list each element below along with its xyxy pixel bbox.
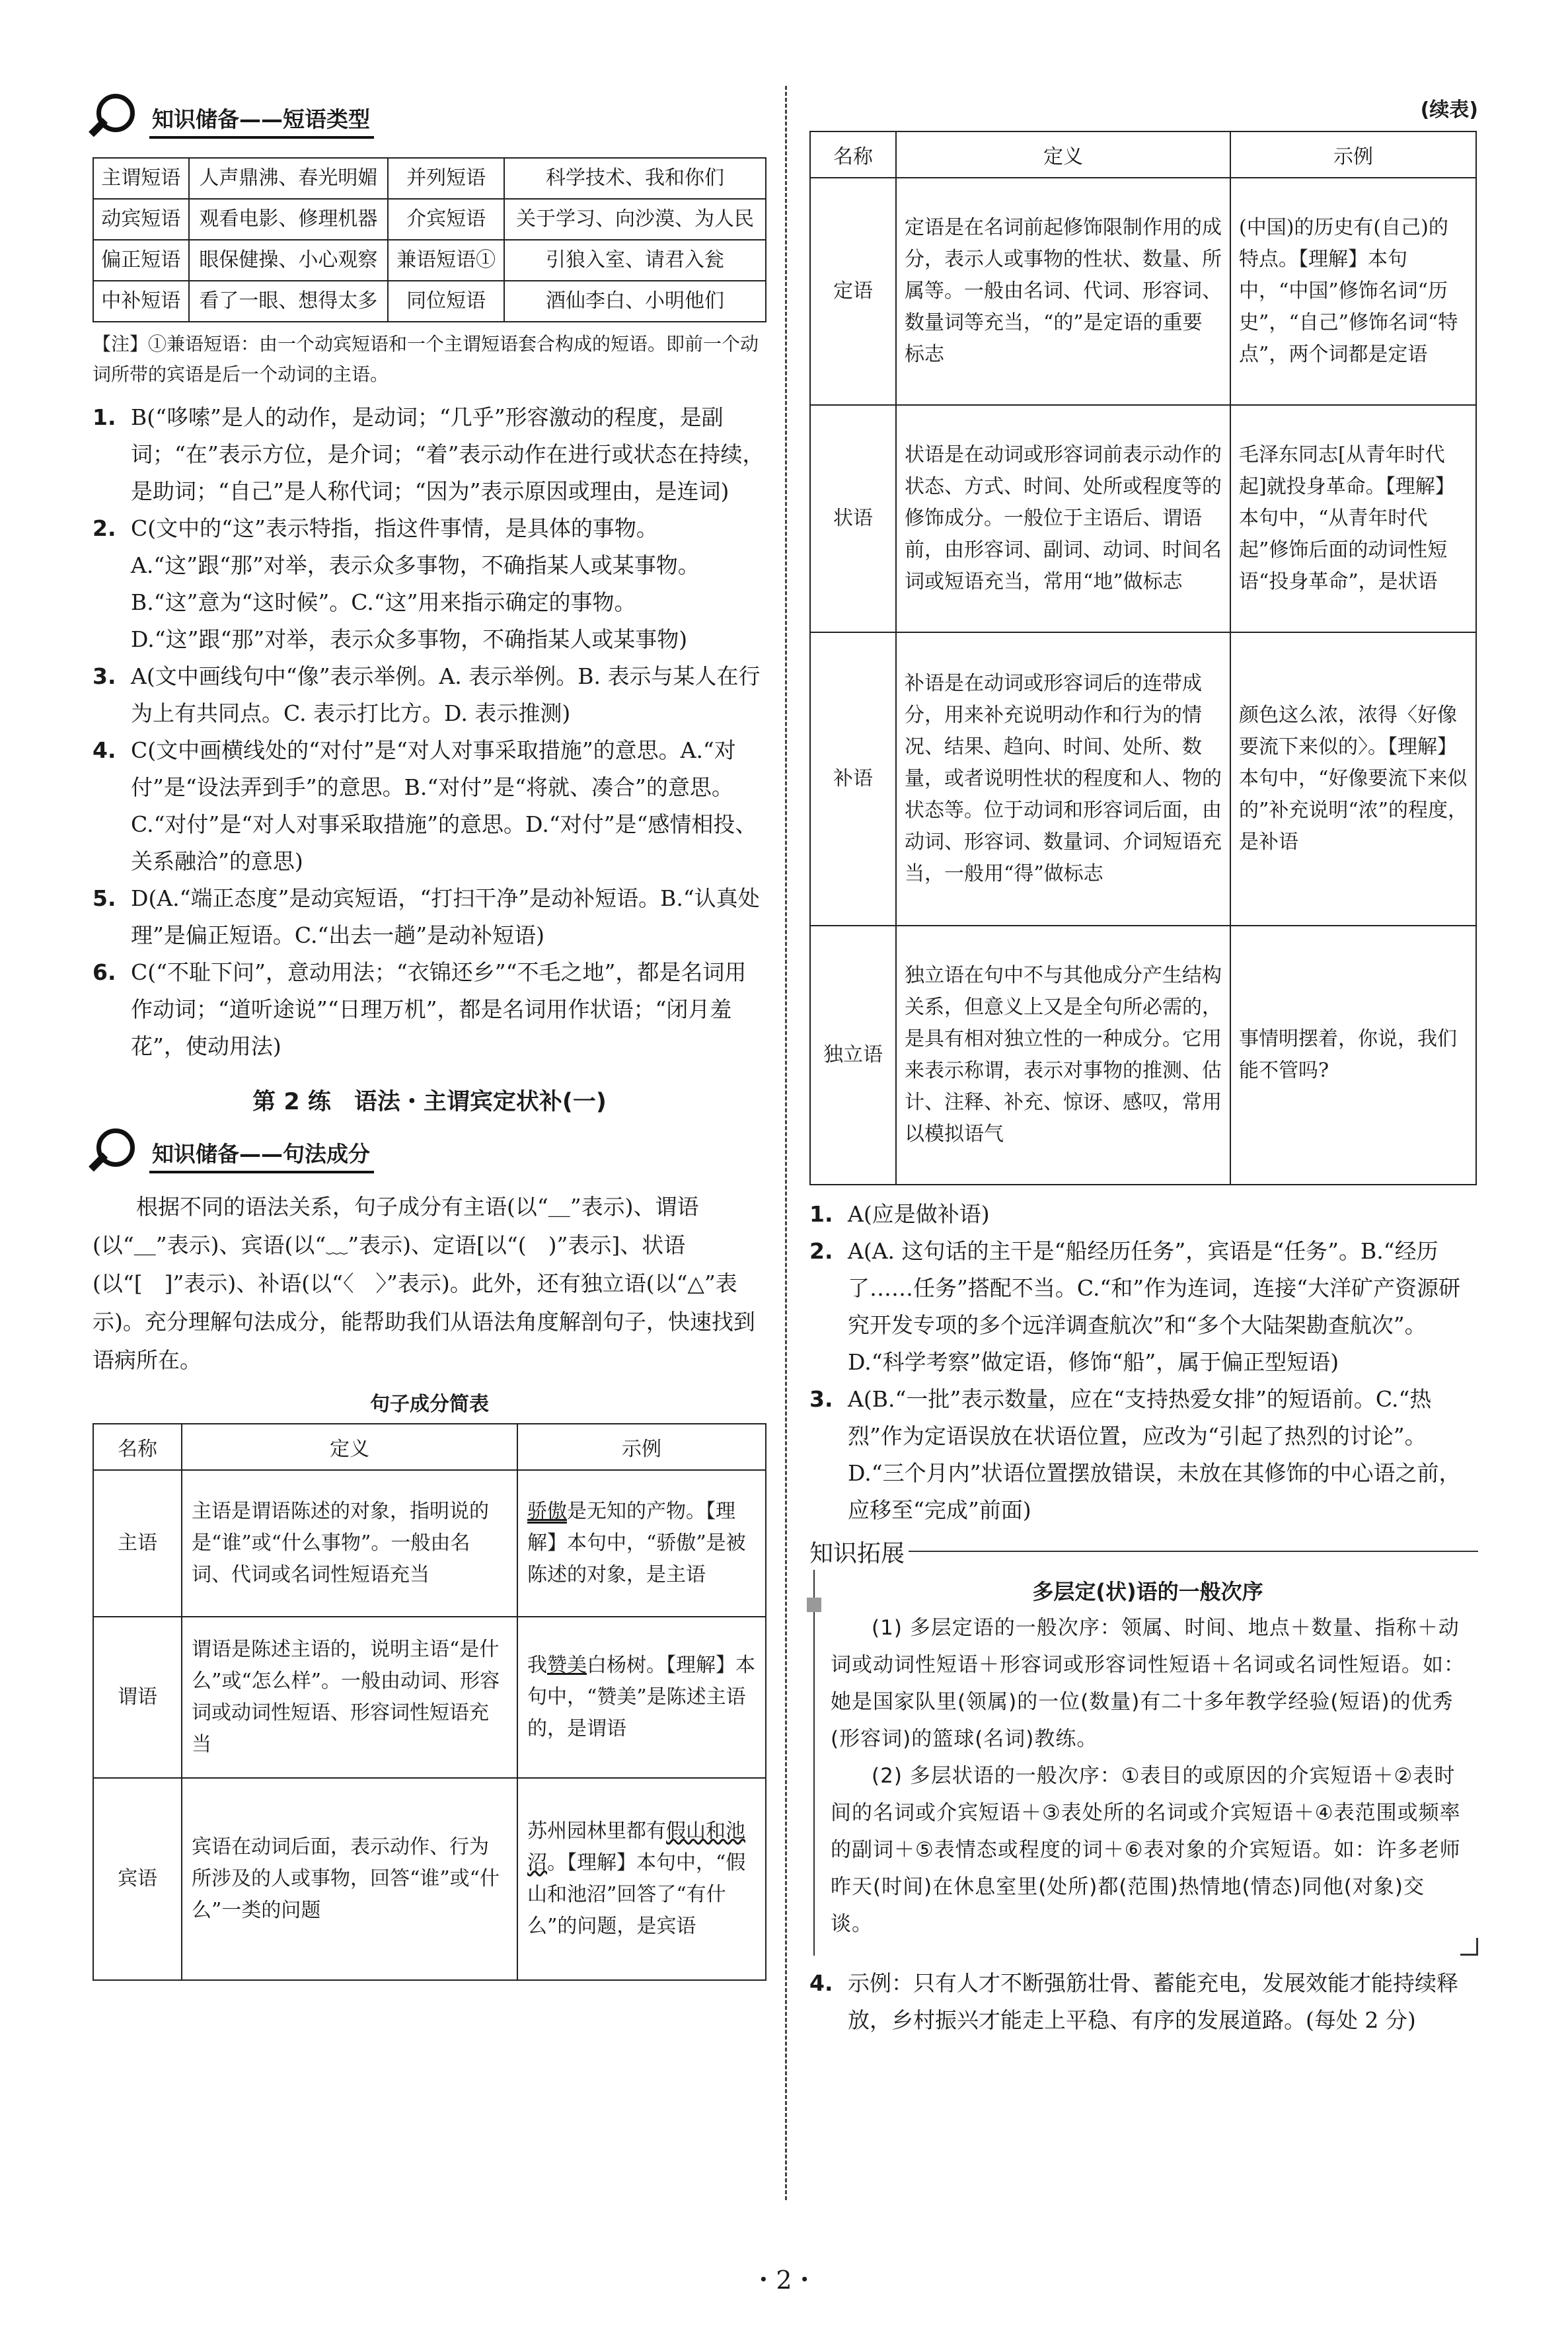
corner-mark-icon xyxy=(1460,1938,1478,1956)
expansion-title: 多层定(状)语的一般次序 xyxy=(1032,1579,1263,1604)
expansion-rule xyxy=(909,1551,1478,1552)
phrase-example-cell: 观看电影、修理机器 xyxy=(189,199,389,240)
row-definition: 状语是在动词或形容词前表示动作的状态、方式、时间、处所或程度等的修饰成分。一般位于主语后、谓语前，由形容词、副词、动词、时间名词或短语充当，常用“地”做标志 xyxy=(896,405,1230,632)
answer-number: 1. xyxy=(93,404,116,430)
section-title: 知识储备——句法成分 xyxy=(149,1137,374,1173)
answer-item xyxy=(809,1381,1478,1529)
magnifier-icon xyxy=(93,91,145,149)
answer-item xyxy=(809,1965,1478,2039)
row-definition: 独立语在句中不与其他成分产生结构关系，但意义上又是全句所必需的，是具有相对独立性的一种成分。它用来表示称谓，表示对事物的推测、估计、注释、补充、惊讶、感叹，常用以模拟语气 xyxy=(896,926,1230,1185)
answer-item xyxy=(809,1196,1478,1233)
header-name: 名称 xyxy=(93,1424,182,1470)
phrase-type-cell: 介宾短语 xyxy=(388,199,504,240)
example-text: 苏州园林里都有 xyxy=(527,1820,666,1843)
row-example: 毛泽东同志[从青年时代起]就投身革命。【理解】本句中，“从青年时代起”修饰后面的动词性短语“投身革命”，是状语 xyxy=(1230,405,1476,632)
example-text: 白杨树。【理解】本句中，“赞美”是陈述主语的，是谓语 xyxy=(527,1654,755,1740)
answer-number: 2. xyxy=(809,1238,833,1264)
answer-text: 示例：只有人才不断强筋壮骨、蓄能充电，发展效能才能持续释放，乡村振兴才能走上平稳、有序的发展道路。(每处 2 分) xyxy=(848,1970,1458,2033)
phrase-type-cell: 并列短语 xyxy=(388,158,504,199)
row-definition: 补语是在动词或形容词后的连带成分，用来补充说明动作和行为的情况、结果、趋向、时间、处所、数量，或者说明性状的程度和人、物的状态等。位于动词和形容词后面，由动词、形容词、数量词、介词短语充当，一般用“得”做标志 xyxy=(896,632,1230,926)
table-row xyxy=(93,1470,766,1617)
table-row xyxy=(93,1617,766,1778)
header-definition: 定义 xyxy=(182,1424,517,1470)
row-name: 定语 xyxy=(810,178,896,405)
header-name: 名称 xyxy=(810,131,896,178)
row-name: 主语 xyxy=(93,1470,182,1617)
phrase-type-cell: 主谓短语 xyxy=(93,158,189,199)
footnote: 【注】①兼语短语：由一个动宾短语和一个主谓短语套合构成的短语。即前一个动词所带的宾语是后一个动词的主语。 xyxy=(93,333,759,385)
answer-number: 3. xyxy=(809,1386,833,1412)
table-row xyxy=(93,158,766,199)
magnifier-icon xyxy=(93,1126,145,1184)
lesson-title: 第 2 练 语法・主谓宾定状补(一) xyxy=(252,1089,607,1115)
row-name: 状语 xyxy=(810,405,896,632)
left-column xyxy=(93,0,766,1981)
row-name: 补语 xyxy=(810,632,896,926)
expansion-label: 知识拓展 xyxy=(809,1539,905,1567)
table-row xyxy=(810,405,1476,632)
table-row xyxy=(93,281,766,322)
square-marker-icon xyxy=(807,1598,821,1612)
answer-number: 3. xyxy=(93,663,116,689)
right-column xyxy=(809,0,1478,2039)
expansion-paragraph: (2) 多层状语的一般次序：①表目的或原因的介宾短语＋②表时间的名词或介宾短语＋③表处所的名词或介宾短语＋④表范围或频率的副词＋⑤表情态或程度的词＋⑥表对象的介宾短语。如：许多老师昨天(时间)在休息室里(处所)都(范围)热情地(情态)同他(对象)交谈。 xyxy=(831,1764,1461,1936)
example-text: 我 xyxy=(527,1654,547,1677)
row-example xyxy=(517,1778,766,1980)
row-example: 颜色这么浓，浓得〈好像要流下来似的〉。【理解】本句中，“好像要流下来似的”补充说明“浓”的程度，是补语 xyxy=(1230,632,1476,926)
answer-item xyxy=(93,658,766,732)
row-example xyxy=(517,1470,766,1617)
header-example: 示例 xyxy=(517,1424,766,1470)
expansion-box xyxy=(813,1570,1478,1956)
answer-item xyxy=(93,510,766,658)
phrase-type-table xyxy=(93,157,766,322)
sentence-parts-table xyxy=(93,1423,766,1981)
answer-number: 2. xyxy=(93,515,116,541)
answer-text: D(A.“端正态度”是动宾短语，“打扫干净”是动补短语。B.“认真处理”是偏正短语。C.“出去一趟”是动补短语) xyxy=(131,885,760,948)
phrase-example-cell: 酒仙李白、小明他们 xyxy=(504,281,766,322)
answer-text: C(文中画横线处的“对付”是“对人对事采取措施”的意思。A.“对付”是“设法弄到手”的意思。B.“对付”是“将就、凑合”的意思。C.“对付”是“对人对事采取措施”的意思。D.“对付”是“感情相投、关系融洽”的意思) xyxy=(131,737,757,874)
answer-list xyxy=(809,1196,1478,1529)
phrase-example-cell: 看了一眼、想得太多 xyxy=(189,281,389,322)
header-definition: 定义 xyxy=(896,131,1230,178)
row-definition: 定语是在名词前起修饰限制作用的成分，表示人或事物的性状、数量、所属等。一般由名词、代词、形容词、数量词等充当，“的”是定语的重要标志 xyxy=(896,178,1230,405)
sentence-parts-table-continued xyxy=(809,131,1477,1185)
row-name: 谓语 xyxy=(93,1617,182,1778)
section-header-phrase-types xyxy=(93,87,766,153)
answer-list xyxy=(809,1965,1478,2039)
phrase-type-cell: 同位短语 xyxy=(388,281,504,322)
section-header-sentence-parts xyxy=(93,1122,766,1188)
phrase-type-cell: 动宾短语 xyxy=(93,199,189,240)
table-row xyxy=(93,240,766,281)
row-name: 独立语 xyxy=(810,926,896,1185)
example-highlight: 赞美 xyxy=(547,1654,587,1677)
row-definition: 谓语是陈述主语的，说明主语“是什么”或“怎么样”。一般由动词、形容词或动词性短语、形容词性短语充当 xyxy=(182,1617,517,1778)
table-row xyxy=(93,199,766,240)
phrase-example-cell: 引狼入室、请君入瓮 xyxy=(504,240,766,281)
answer-text: A(应是做补语) xyxy=(848,1201,990,1227)
row-definition: 宾语在动词后面，表示动作、行为所涉及的人或事物，回答“谁”或“什么”一类的问题 xyxy=(182,1778,517,1980)
answer-text: A(B.“一批”表示数量，应在“支持热爱女排”的短语前。C.“热烈”作为定语误放在状语位置，应改为“引起了热烈的讨论”。D.“三个月内”状语位置摆放错误，未放在其修饰的中心语之前，应移至“完成”前面) xyxy=(848,1386,1461,1523)
answer-item xyxy=(809,1233,1478,1381)
row-example: (中国)的历史有(自己)的特点。【理解】本句中，“中国”修饰名词“历史”，“自己”修饰名词“特点”，两个词都是定语 xyxy=(1230,178,1476,405)
page-number: ・2・ xyxy=(751,2266,817,2295)
phrase-example-cell: 科学技术、我和你们 xyxy=(504,158,766,199)
expansion-paragraph: (1) 多层定语的一般次序：领属、时间、地点＋数量、指称＋动词或动词性短语＋形容词或形容词性短语＋名词或名词性短语。如：她是国家队里(领属)的一位(数量)有二十多年教学经验(短语)的优秀(形容词)的篮球(名词)教练。 xyxy=(831,1616,1465,1751)
answer-text: B(“哆嗦”是人的动作，是动词；“几乎”形容激动的程度，是副词；“在”表示方位，是介词；“着”表示动作在进行或状态在持续，是助词；“自己”是人称代词；“因为”表示原因或理由，是连词) xyxy=(131,404,765,504)
phrase-type-cell: 中补短语 xyxy=(93,281,189,322)
table-row xyxy=(810,926,1476,1185)
answer-number: 4. xyxy=(93,737,116,763)
answer-text: A(A. 这句话的主干是“船经历任务”，宾语是“任务”。B.“经历了……任务”搭配不当。C.“和”作为连词，连接“大洋矿产资源研究开发专项的多个远洋调查航次”和“多个大陆架勘查航次”。D.“科学考察”做定语，修饰“船”，属于偏正型短语) xyxy=(848,1238,1461,1375)
answer-text: C(文中的“这”表示特指，指这件事情，是具体的事物。A.“这”跟“那”对举，表示众多事物，不确指某人或某事物。B.“这”意为“这时候”。C.“这”用来指示确定的事物。D.“这”跟“那”对举，表示众多事物，不确指某人或某事物) xyxy=(131,515,700,652)
header-example: 示例 xyxy=(1230,131,1476,178)
phrase-example-cell: 眼保健操、小心观察 xyxy=(189,240,389,281)
answer-item xyxy=(93,954,766,1065)
phrase-example-cell: 关于学习、向沙漠、为人民 xyxy=(504,199,766,240)
phrase-example-cell: 人声鼎沸、春光明媚 xyxy=(189,158,389,199)
example-highlight: 骄傲 xyxy=(527,1500,567,1523)
answer-item xyxy=(93,399,766,510)
column-divider xyxy=(785,86,787,2200)
phrase-type-cell: 兼语短语① xyxy=(388,240,504,281)
example-text: 是无知的产物。【理解】本句中，“骄傲”是被陈述的对象，是主语 xyxy=(527,1500,746,1586)
continued-label: (续表) xyxy=(1420,98,1478,122)
answer-number: 1. xyxy=(809,1201,833,1227)
answer-item xyxy=(93,880,766,954)
answer-list xyxy=(93,399,766,1065)
row-example: 事情明摆着，你说，我们能不管吗? xyxy=(1230,926,1476,1185)
knowledge-expansion xyxy=(809,1533,1478,1956)
row-example xyxy=(517,1617,766,1778)
answer-text: A(文中画线句中“像”表示举例。A. 表示举例。B. 表示与某人在行为上有共同点。C. 表示打比方。D. 表示推测) xyxy=(131,663,761,726)
answer-number: 5. xyxy=(93,885,116,911)
answer-number: 6. xyxy=(93,959,116,985)
table-row xyxy=(810,178,1476,405)
row-definition: 主语是谓语陈述的对象，指明说的是“谁”或“什么事物”。一般由名词、代词或名词性短语充当 xyxy=(182,1470,517,1617)
table-row xyxy=(810,632,1476,926)
example-highlight: 假山和池沼 xyxy=(527,1820,745,1874)
row-name: 宾语 xyxy=(93,1778,182,1980)
table-caption: 句子成分简表 xyxy=(370,1393,489,1416)
intro-paragraph: 根据不同的语法关系，句子成分有主语(以“＿”表示)、谓语(以“＿”表示)、宾语(以“﹏”表示)、定语[以“( )”表示]、状语(以“[ ]”表示)、补语(以“〈 〉”表示)。此外，还有独立语(以“△”表示)。充分理解句法成分，能帮助我们从语法角度解剖句子，快速找到语病所在。 xyxy=(93,1194,755,1373)
section-title: 知识储备——短语类型 xyxy=(149,102,374,139)
phrase-type-cell: 偏正短语 xyxy=(93,240,189,281)
table-row xyxy=(93,1778,766,1980)
expansion-header xyxy=(809,1533,1478,1570)
answer-text: C(“不耻下问”，意动用法；“衣锦还乡”“不毛之地”，都是名词用作动词；“道听途说”“日理万机”，都是名词用作状语；“闭月羞花”，使动用法) xyxy=(131,959,747,1059)
example-text: 。【理解】本句中，“假山和池沼”回答了“有什么”的问题，是宾语 xyxy=(527,1851,746,1938)
answer-number: 4. xyxy=(809,1970,833,1996)
answer-item xyxy=(93,732,766,880)
